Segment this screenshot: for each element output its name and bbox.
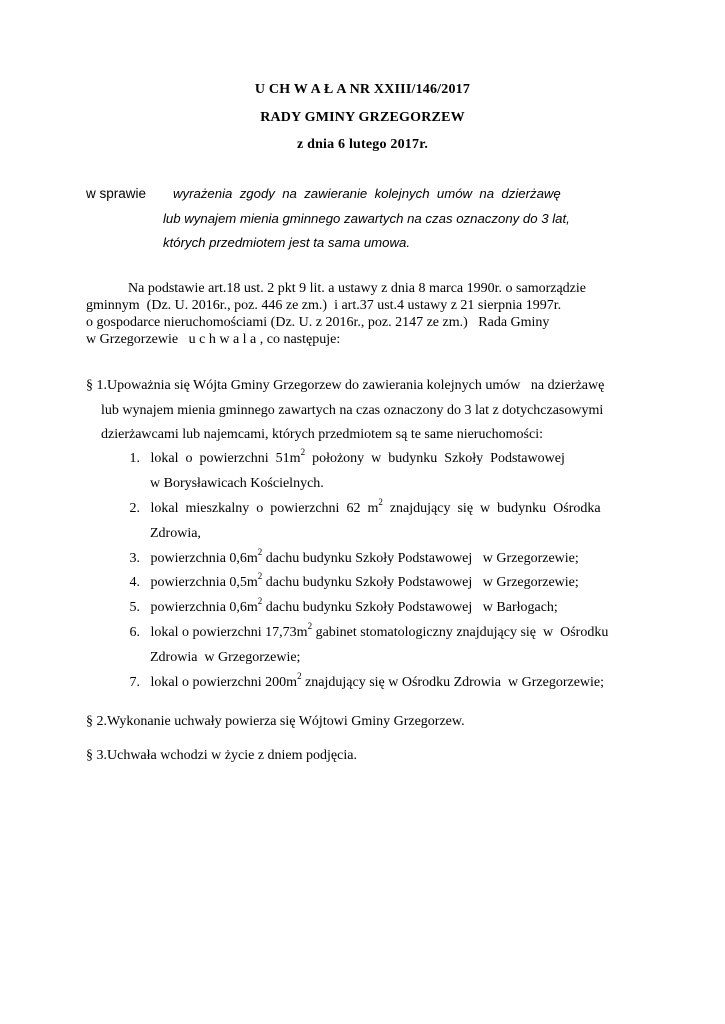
list-item-continuation: Zdrowia w Grzegorzewie;: [150, 650, 301, 665]
paragraph-1-line-2: lub wynajem mienia gminnego zawartych na czas oznaczony do 3 lat z dotychczasowymi: [101, 403, 604, 418]
list-item: 7. lokal o powierzchni $200m^2$ znajdujący się w Ośrodku Zdrowia w Grzegorzewie;: [129, 671, 605, 690]
list-item-continuation: Zdrowia,: [150, 526, 201, 541]
paragraph-2: § 2.Wykonanie uchwały powierza się Wójtowi Gminy Grzegorzew.: [86, 714, 465, 729]
paragraph-1-line-1: § 1.Upoważnia się Wójta Gminy Grzegorzew do zawierania kolejnych umów na dzierżawę: [86, 378, 605, 393]
basis-line-3: o gospodarce nieruchomościami (Dz. U. z 2016r., poz. 2147 ze zm.) Rada Gminy: [86, 315, 550, 330]
basis-line-1: Na podstawie art.18 ust. 2 pkt 9 lit. a ustawy z dnia 8 marca 1990r. o samorządzie: [128, 281, 586, 296]
paragraph-3: § 3.Uchwała wchodzi w życie z dniem podjęcia.: [86, 748, 357, 763]
subject-label: w sprawie: [86, 186, 147, 201]
council-name: RADY GMINY GRZEGORZEW: [260, 110, 465, 125]
list-item: 2. lokal mieszkalny o powierzchni 62 $m^2$ znajdujący się w budynku Ośrodka: [129, 497, 601, 516]
paragraph-1-line-3: dzierżawcami lub najemcami, których przedmiotem są te same nieruchomości:: [101, 427, 543, 442]
list-item: 5. powierzchnia $0,6m^2$ dachu budynku Szkoły Podstawowej w Barłogach;: [129, 596, 558, 615]
basis-line-2: gminnym (Dz. U. 2016r., poz. 446 ze zm.) i art.37 ust.4 ustawy z 21 sierpnia 1997r.: [86, 298, 562, 313]
resolution-title: U CH W A Ł A NR XXIII/146/2017: [254, 82, 471, 97]
subject-line-2: lub wynajem mienia gminnego zawartych na czas oznaczony do 3 lat,: [163, 211, 570, 226]
subject-line-1: wyrażenia zgody na zawieranie kolejnych umów na dzierżawę: [173, 186, 561, 201]
list-item-continuation: w Borysławicach Kościelnych.: [150, 476, 324, 491]
resolution-date: z dnia 6 lutego 2017r.: [296, 137, 429, 152]
list-item: 1. lokal o powierzchni $51m^2$ położony w budynku Szkoły Podstawowej: [129, 447, 565, 466]
basis-line-4: w Grzegorzewie u c h w a l a , co następuje:: [86, 332, 341, 347]
subject-line-3: których przedmiotem jest ta sama umowa.: [163, 235, 410, 250]
list-item: 3. powierzchnia $0,6m^2$ dachu budynku Szkoły Podstawowej w Grzegorzewie;: [129, 547, 579, 566]
list-item: 6. lokal o powierzchni $17,73m^2$ gabinet stomatologiczny znajdujący się w Ośrodku: [129, 621, 609, 640]
list-item: 4. powierzchnia $0,5m^2$ dachu budynku Szkoły Podstawowej w Grzegorzewie;: [129, 571, 579, 590]
